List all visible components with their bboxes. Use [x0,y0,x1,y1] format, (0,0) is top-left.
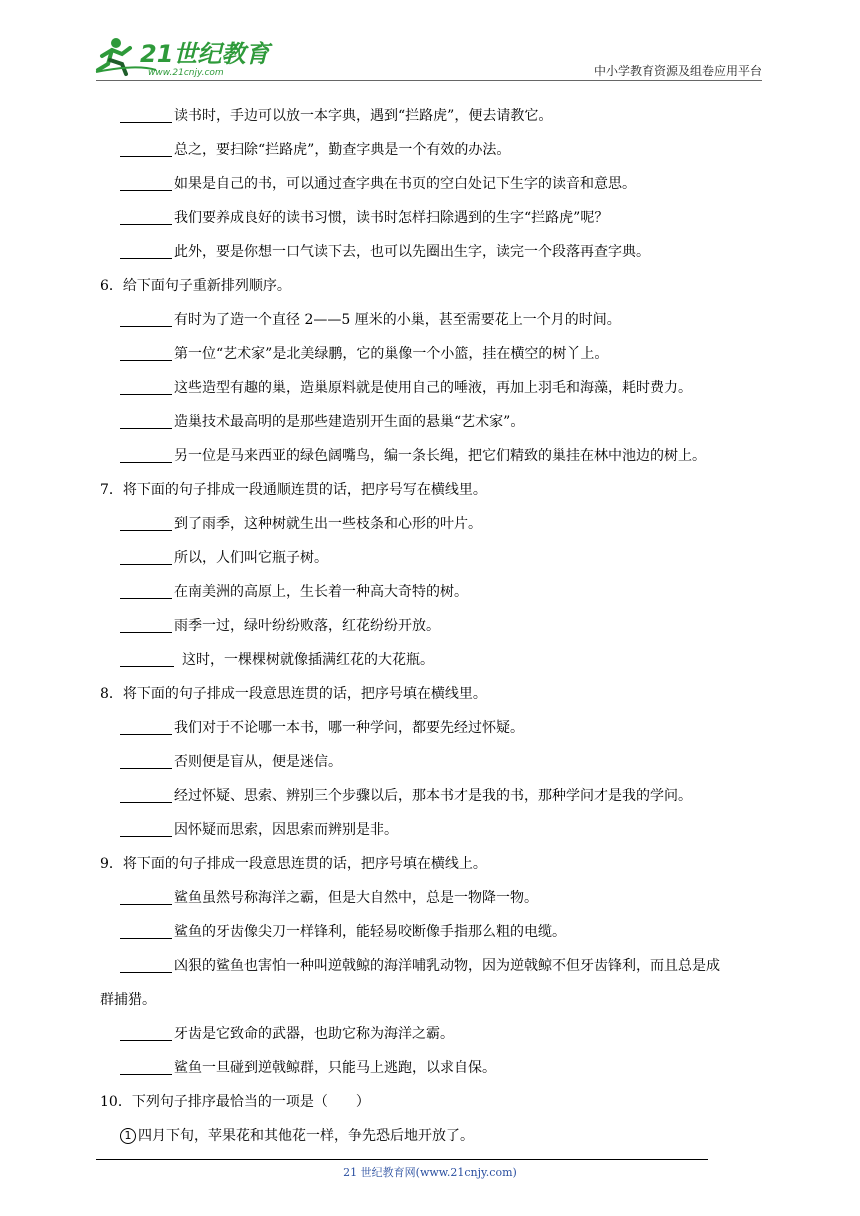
list-item: 这时，一棵棵树就像插满红花的大花瓶。 [96,643,766,677]
circled-number: 1 [120,1128,136,1144]
list-item: 到了雨季，这种树就生出一些枝条和心形的叶片。 [96,507,766,541]
answer-blank[interactable] [120,176,172,191]
list-item: 另一位是马来西亚的绿色阔嘴鸟，编一条长绳，把它们精致的巢挂在林中池边的树上。 [96,439,766,473]
worksheet-content [96,99,766,1153]
answer-blank[interactable] [120,516,172,531]
list-item: 因怀疑而思索，因思索而辨别是非。 [96,813,766,847]
list-item: 此外，要是你想一口气读下去，也可以先圈出生字，读完一个段落再查字典。 [96,235,766,269]
answer-blank[interactable] [120,346,172,361]
page-footer: 21 世纪教育网(www.21cnjy.com) [343,1166,517,1179]
answer-blank[interactable] [120,720,172,735]
list-item-continuation: 群捕猎。 [100,992,156,1008]
site-logo [96,34,270,78]
list-item: 1 四月下旬，苹果花和其他花一样，争先恐后地开放了。 [96,1119,766,1153]
answer-blank[interactable] [120,1060,172,1075]
answer-blank[interactable] [120,652,174,667]
question-10-title: 10．下列句子排序最恰当的一项是（ ） [100,1094,370,1110]
list-item: 总之，要扫除“拦路虎”，勤查字典是一个有效的办法。 [96,133,766,167]
answer-blank[interactable] [120,1026,172,1041]
list-item: 否则便是盲从，便是迷信。 [96,745,766,779]
answer-blank[interactable] [120,890,172,905]
answer-blank[interactable] [120,822,172,837]
footer-divider [96,1159,708,1160]
platform-name: 中小学教育资源及组卷应用平台 [593,64,762,78]
list-item: 这些造型有趣的巢，造巢原料就是使用自己的唾液，再加上羽毛和海藻，耗时费力。 [96,371,766,405]
header-divider [96,80,762,81]
answer-blank[interactable] [120,210,172,225]
answer-blank[interactable] [120,448,172,463]
question-6-title: 6．给下面句子重新排列顺序。 [100,278,291,294]
question-8-title: 8．将下面的句子排成一段意思连贯的话，把序号填在横线里。 [100,686,487,702]
list-item: 经过怀疑、思索、辨别三个步骤以后，那本书才是我的书，那种学问才是我的学问。 [96,779,766,813]
answer-blank[interactable] [120,142,172,157]
answer-blank[interactable] [120,788,172,803]
list-item: 所以，人们叫它瓶子树。 [96,541,766,575]
answer-blank[interactable] [120,958,172,973]
list-item: 我们对于不论哪一本书，哪一种学问，都要先经过怀疑。 [96,711,766,745]
list-item: 凶狠的鲨鱼也害怕一种叫逆戟鲸的海洋哺乳动物，因为逆戟鲸不但牙齿锋利，而且总是成 [96,949,766,983]
answer-blank[interactable] [120,754,172,769]
answer-blank[interactable] [120,618,172,633]
answer-blank[interactable] [120,550,172,565]
page-header [96,30,762,80]
svg-text:21世纪教育: 21世纪教育 [140,40,270,68]
answer-blank[interactable] [120,312,172,327]
list-item: 第一位“艺术家”是北美绿鹏，它的巢像一个小篮，挂在横空的树丫上。 [96,337,766,371]
list-item: 我们要养成良好的读书习惯，读书时怎样扫除遇到的生字“拦路虎”呢？ [96,201,766,235]
answer-blank[interactable] [120,414,172,429]
list-item: 在南美洲的高原上，生长着一种高大奇特的树。 [96,575,766,609]
question-7-title: 7．将下面的句子排成一段通顺连贯的话，把序号写在横线里。 [100,482,487,498]
list-item: 雨季一过，绿叶纷纷败落，红花纷纷开放。 [96,609,766,643]
answer-blank[interactable] [120,244,172,259]
list-item: 读书时，手边可以放一本字典，遇到“拦路虎”，便去请教它。 [96,99,766,133]
question-9-title: 9．将下面的句子排成一段意思连贯的话，把序号填在横线上。 [100,856,487,872]
list-item: 有时为了造一个直径 2——5 厘米的小巢，甚至需要花上一个月的时间。 [96,303,766,337]
answer-blank[interactable] [120,380,172,395]
answer-blank[interactable] [120,108,172,123]
answer-blank[interactable] [120,924,172,939]
list-item: 鲨鱼虽然号称海洋之霸，但是大自然中，总是一物降一物。 [96,881,766,915]
list-item: 如果是自己的书，可以通过查字典在书页的空白处记下生字的读音和意思。 [96,167,766,201]
list-item: 鲨鱼一旦碰到逆戟鲸群，只能马上逃跑，以求自保。 [96,1051,766,1085]
runner-logo-icon [96,34,270,78]
list-item: 鲨鱼的牙齿像尖刀一样锋利，能轻易咬断像手指那么粗的电缆。 [96,915,766,949]
list-item: 造巢技术最高明的是那些建造别开生面的悬巢“艺术家”。 [96,405,766,439]
list-item: 牙齿是它致命的武器，也助它称为海洋之霸。 [96,1017,766,1051]
answer-blank[interactable] [120,584,172,599]
svg-text:www.21cnjy.com: www.21cnjy.com [148,68,224,78]
